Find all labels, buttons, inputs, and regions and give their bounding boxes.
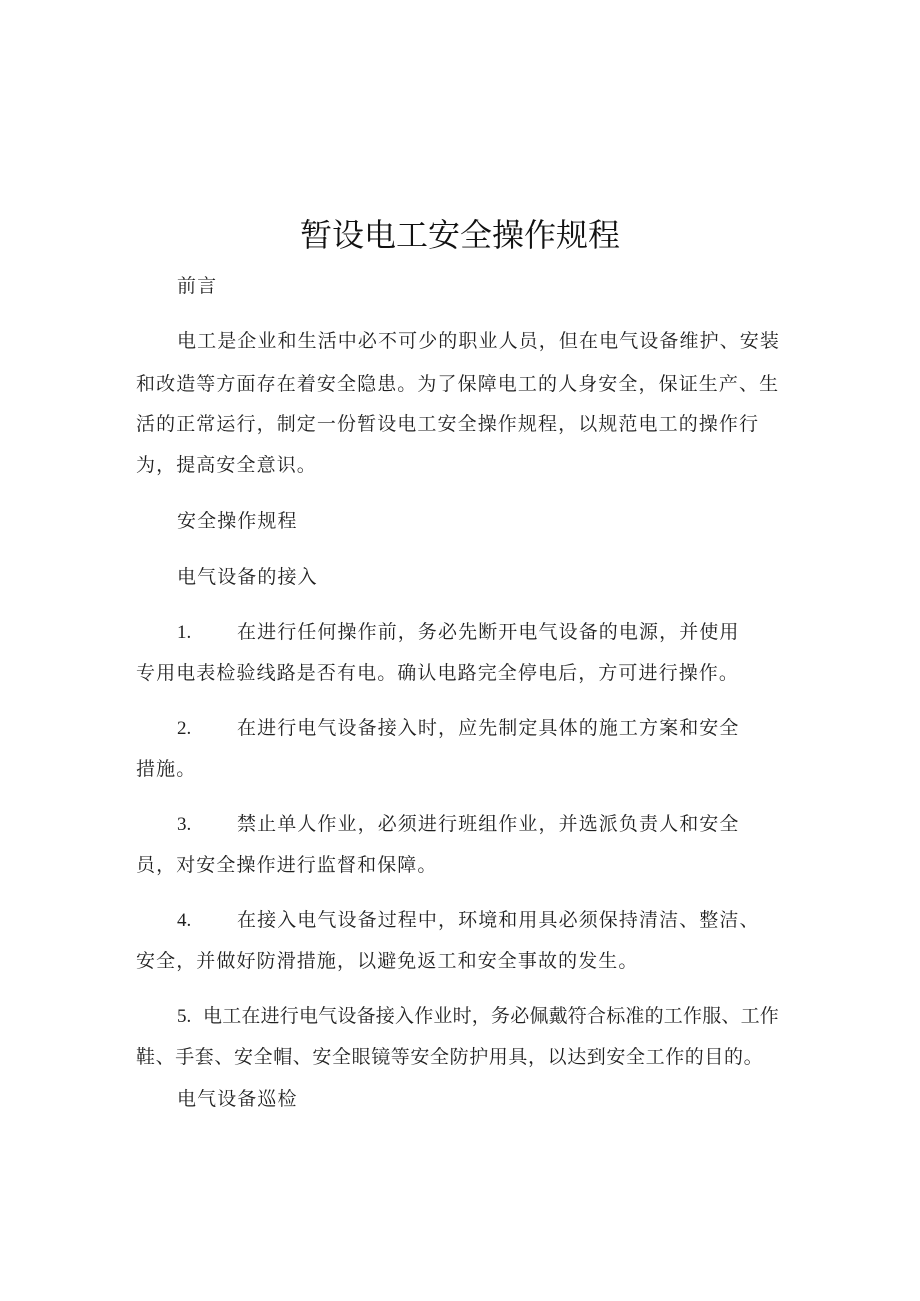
document-title: 暂设电工安全操作规程 [299,216,620,254]
preface-heading: 前言 [177,275,218,297]
list-item-number: 2. [177,718,192,739]
subsection-2-heading: 电气设备巡检 [177,1088,298,1110]
list-item-4-line-2: 安全，并做好防滑措施，以避免返工和安全事故的发生。 [136,950,639,972]
list-item-text: 禁止单人作业，必须进行班组作业，并选派负责人和安全 [237,813,740,835]
list-item-number: 5. [177,1006,192,1027]
list-item-4-line-1 [177,906,760,935]
list-item-text: 在进行任何操作前，务必先断开电气设备的电源，并使用 [237,621,740,643]
list-item-text: 在接入电气设备过程中，环境和用具必须保持清洁、整洁、 [237,909,760,931]
list-item-number: 4. [177,910,192,931]
list-item-number: 3. [177,814,192,835]
preface-line-1: 电工是企业和生活中必不可少的职业人员，但在电气设备维护、安装 [177,330,781,352]
list-item-5-line-2: 鞋、手套、安全帽、安全眼镜等安全防护用具，以达到安全工作的目的。 [136,1046,764,1068]
subsection-heading: 电气设备的接入 [177,566,318,588]
list-item-3-line-2: 员，对安全操作进行监督和保障。 [136,854,438,876]
preface-line-2: 和改造等方面存在着安全隐患。为了保障电工的人身安全，保证生产、生 [136,373,780,395]
list-item-2-line-1 [177,714,740,743]
preface-line-4: 为，提高安全意识。 [136,454,317,476]
list-item-2-line-2: 措施。 [136,758,197,780]
list-item-3-line-1 [177,810,740,839]
list-item-1-line-1 [177,618,740,647]
list-item-text: 电工在进行电气设备接入作业时，务必佩戴符合标准的工作服、工作 [203,1005,780,1027]
list-item-number: 1. [177,622,192,643]
list-item-text: 在进行电气设备接入时，应先制定具体的施工方案和安全 [237,717,740,739]
preface-line-3: 活的正常运行，制定一份暂设电工安全操作规程，以规范电工的操作行 [136,413,760,435]
list-item-1-line-2: 专用电表检验线路是否有电。确认电路完全停电后，方可进行操作。 [136,662,740,684]
list-item-5-line-1 [177,1002,779,1031]
section-heading: 安全操作规程 [177,510,298,532]
